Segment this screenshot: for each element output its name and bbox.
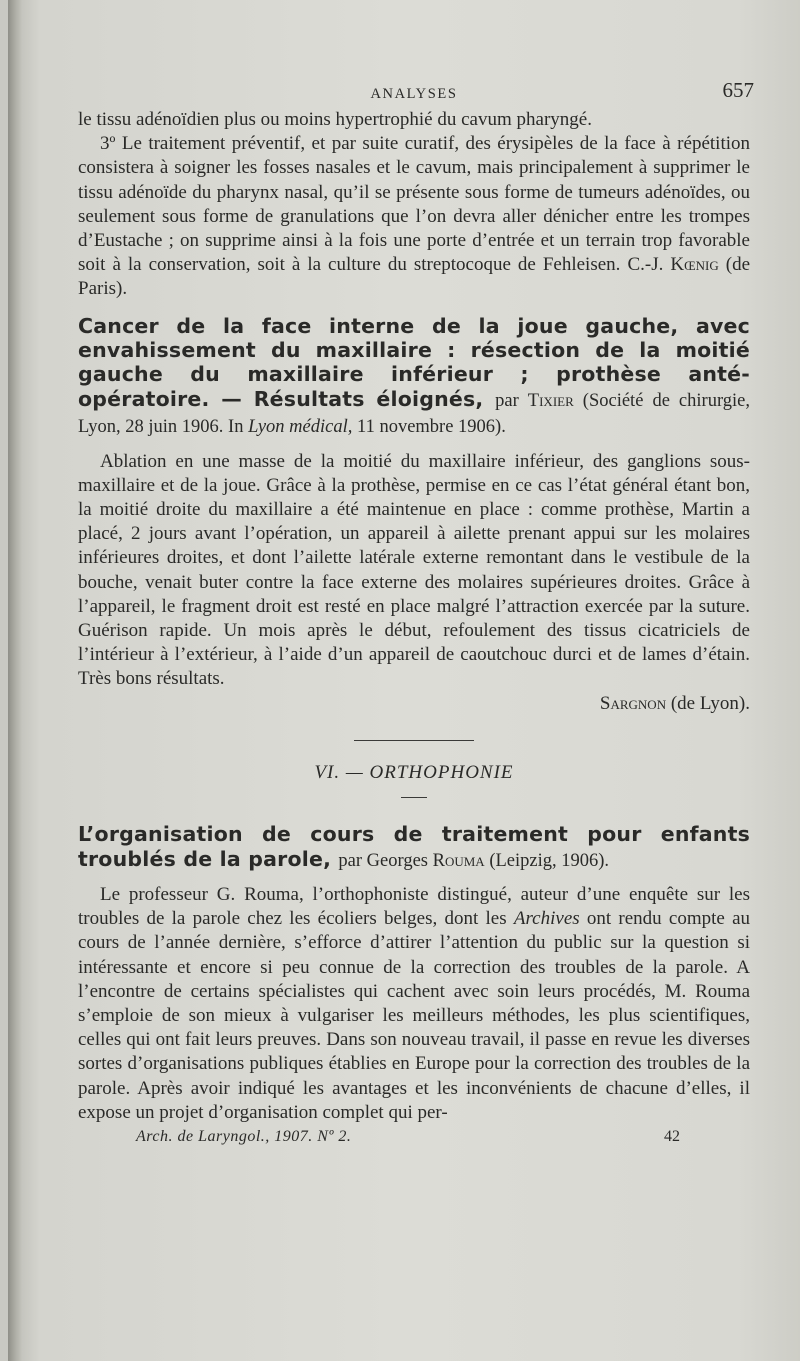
body-text-before: Le professeur G. Rouma, l’orthophoniste distingué, auteur d’une enquête sur les troubles de la parole chez les écoliers belges, dont les <box>78 883 750 930</box>
paragraph <box>78 132 750 301</box>
running-header <box>78 78 754 104</box>
article-body <box>78 883 750 1125</box>
body-text-after: ont rendu compte au cours de l’année dernière, s’efforce d’attirer l’attention du public sur la question si intéressante et encore si peu connue de la correction des troubles de la parole. A l’encontre de certains spécialistes qui cachent avec soin leurs procédés, M. Rouma s’emploie de son mieux à vulgariser les meilleurs méthodes, les plus scientifiques, celles qui ont fait leurs preuves. Dans son nouveau travail, il passe en revue les diverses sortes d’organisations publiques établies en Europe pour la correction des troubles de la parole. Après avoir indiqué les avantages et les inconvénients de chacune d’elles, il expose un projet d’organisation complet qui per- <box>78 908 751 1123</box>
section-heading-underline <box>401 797 427 798</box>
author-place: (de Paris). <box>78 254 751 300</box>
article-by: par <box>495 390 519 411</box>
article-date: 11 novembre 1906). <box>357 417 506 438</box>
article-body: Ablation en une masse de la moitié du maxillaire inférieur, des ganglions sous-maxillaire et de la joue. Grâce à la prothèse, permise en ce cas l’état général étant bon, la moitié droite du maxillaire a été maintenue en place : comme prothèse, Martin a placé, 2 jours avant l’opération, un appareil à ailette prenant appui sur les molaires inférieures droites, et dont l’ailette latérale externe remontant dans le vestibule de la bouche, venait buter contre la face externe des molaires supérieures droites. Grâce à l’appareil, le fragment droit est resté en place malgré l’attraction exercée par la suture. Guérison rapide. Un mois après le début, refoulement des tissus cicatriciels de l’intérieur à l’extérieur, à l’aide d’un appareil de caoutchouc durci et de lames d’étain. Très bons résultats. <box>78 450 750 690</box>
article-by: par Georges <box>338 850 428 871</box>
article-signature <box>78 692 750 716</box>
author-name: Kœnig <box>670 254 719 276</box>
article-organisation-cours <box>78 822 750 1125</box>
previous-article-continuation <box>78 108 750 302</box>
article-meta <box>338 851 609 871</box>
article-title <box>78 822 750 873</box>
page-spine-shadow <box>8 0 22 1361</box>
footer-signature-mark: 42 <box>664 1127 680 1145</box>
page-number: 657 <box>722 78 754 102</box>
book-page <box>8 0 800 1361</box>
article-source: (Société de chirurgie, Lyon, 28 juin 1906. In <box>78 390 750 438</box>
paragraph: le tissu adénoïdien plus ou moins hypertrophié du cavum pharyngé. <box>78 109 592 130</box>
signature-place: (de Lyon). <box>670 692 750 714</box>
article-source: (Leipzig, 1906). <box>489 850 610 871</box>
article-author: Tixier <box>527 390 574 411</box>
article-title-text: L’organisation de cours de traitement pour enfants troublés de la parole, <box>78 822 750 871</box>
signature-name: Sargnon <box>599 692 667 714</box>
page-content <box>78 78 754 1149</box>
running-title: ANALYSES <box>370 86 458 102</box>
author-initials: C.-J. <box>627 254 664 276</box>
page-footer <box>78 1125 750 1149</box>
article-cancer-joue <box>78 314 750 716</box>
article-author: Rouma <box>432 850 485 871</box>
article-title <box>78 314 750 440</box>
footer-journal-reference: Arch. de Laryngol., 1907. Nº 2. <box>136 1127 352 1145</box>
body-journal: Archives <box>513 908 580 930</box>
article-title-text: Cancer de la face interne de la joue gauche, avec envahissement du maxillaire : résection de la moitié gauche du maxillaire inférieur ; prothèse anté-opératoire. — Résultats éloignés, <box>78 313 750 411</box>
article-journal: Lyon médical, <box>248 417 353 438</box>
section-heading: VI. — ORTHOPHONIE <box>314 761 514 783</box>
paragraph-text: 3º Le traitement préventif, et par suite curatif, des érysipèles de la face à répétition consistera à soigner les fosses nasales et le cavum, mais principalement à supprimer le tissu adénoïde du pharynx nasal, qu’il se présente sous forme de tumeurs adénoïdes, ou seulement sous forme de granulations que l’on devra aller dénicher entre les trompes d’Eustache ; on supprime ainsi à la fois une porte d’entrée et un terrain trop favorable soit à la conservation, soit à la culture du streptocoque de Fehleisen. <box>78 133 750 276</box>
section-divider-rule <box>354 740 474 741</box>
